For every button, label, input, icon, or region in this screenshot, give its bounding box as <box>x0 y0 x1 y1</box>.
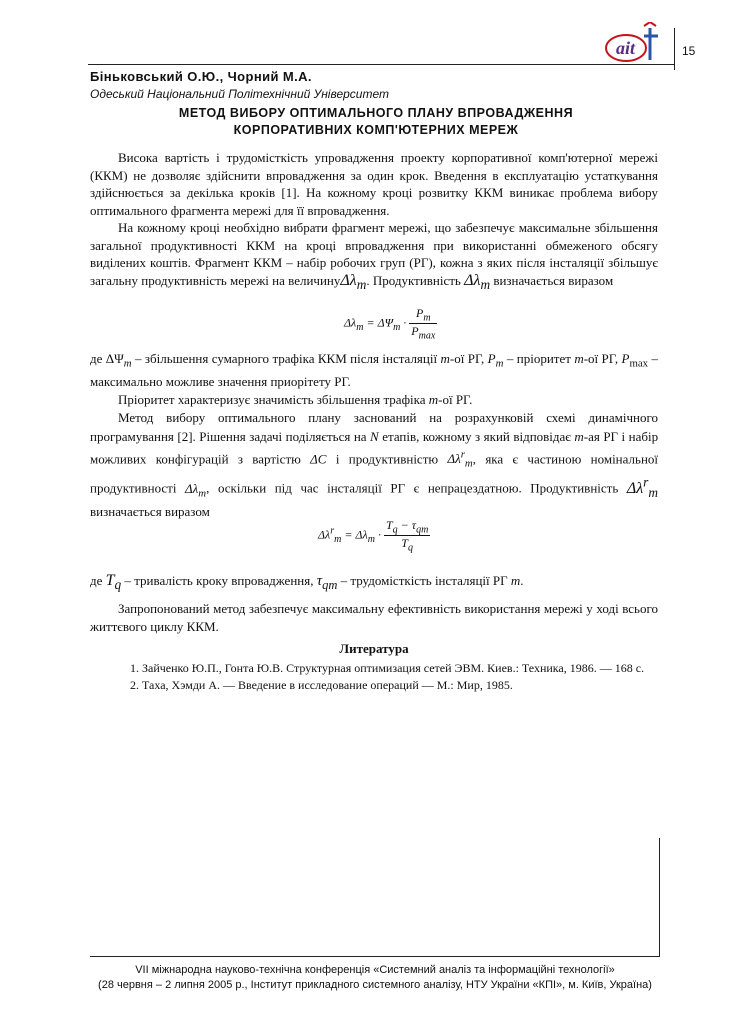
authors: Біньковський О.Ю., Чорний М.А. <box>90 69 312 84</box>
header-divider <box>674 28 675 70</box>
reference-item: 1. Зайченко Ю.П., Гонта Ю.В. Структурная оптимизация сетей ЭВМ. Киев.: Техника, 1986. — 168 с. <box>130 661 645 675</box>
formula-1-fraction: $\frac{P_m}{P_{max}}$ <box>411 306 436 342</box>
where-clause-2-text: де $T_q$ – тривалість кроку впровадження, $\tau_{qm}$ – трудомісткість інсталяції РГ m. <box>90 572 524 593</box>
literature-heading: Литература <box>339 641 409 656</box>
paragraph-4-text: Запропонований метод забезпечує максимальну ефективність використання мережі у ході всього життєвого циклу ККМ. <box>90 601 658 634</box>
formula-2-fraction: $\frac{T_q - \tau_{qm}}{T_q}$ <box>385 518 429 554</box>
paragraph-2-text: На кожному кроці необхідно вибрати фрагмент мережі, що забезпечує максимальне збільшення загальної продуктивності ККМ на кроці впровадження при використанні обмеженого обсягу виділених коштів. Фрагмент ККМ – набір робочих груп (РГ), кожна з яких після інсталяції збільшує загальну продуктивність мережі на величинуΔλ$_m$. Продуктивність $\Delta\lambda_m$ визначається виразом <box>90 220 658 292</box>
paragraph-2 <box>90 219 658 293</box>
formula-1: $\Delta\lambda_m = \Delta\Psi_m$ · $\frac{P_m}{P_{max}}$ <box>344 306 436 342</box>
where-clause-2 <box>90 572 658 595</box>
paragraph-1-text: Висока вартість і трудомісткість упровадження проекту корпоративної комп'ютерної мережі (ККМ) не дозволяє здійснити впровадження за один крок. Введення в експлуатацію устаткування здійснюється за декілька кроків [1]. На кожному кроці розвитку ККМ виникає проблема вибору оптимального фрагмента мережі для її впровадження. <box>90 150 658 218</box>
title-line-1: МЕТОД ВИБОРУ ОПТИМАЛЬНОГО ПЛАНУ ВПРОВАДЖЕННЯ <box>178 106 574 120</box>
footer-rule <box>90 956 660 957</box>
paragraph-1 <box>90 149 658 219</box>
priority-text: Пріоритет характеризує значимість збільшення трафіка m-ої РГ. <box>118 391 473 407</box>
where-clause-1-text: де $\Delta\Psi_m$ – збільшення сумарного трафіка ККМ після інсталяції m-ої РГ, $P_m$ – пріоритет m-ої РГ, $P_{max}$ – максимально можливе значення приорітету РГ. <box>90 351 659 390</box>
affiliation: Одеський Національний Політехнічний Університет <box>90 87 390 101</box>
paragraph-3 <box>90 409 658 521</box>
conference-footer <box>90 963 660 993</box>
paragraph-4 <box>90 600 658 635</box>
logo-text: ait <box>616 38 636 58</box>
where-clause-1 <box>90 350 658 408</box>
paragraph-3-text: Метод вибору оптимального плану заснований на розрахунковій схемі динамічного програмування [2]. Рішення задачі поділяється на N етапів, кожному з який відповідає m-ая РГ і набір можливих конфігурацій з вартістю ΔC і продуктивністю $\Delta\lambda^r_m$, яка є частиною номінальної продуктивності $\Delta\lambda_m$, оскільки під час інсталяції РГ є непрацездатною. Продуктивність $\Delta\lambda^r_m$ визначається виразом <box>90 410 659 519</box>
footer-line-2: (28 червня – 2 липня 2005 р., Інститут прикладного системного аналізу, НТУ України «КПІ», м. Київ, Україна) <box>98 979 652 991</box>
reference-list <box>130 660 670 694</box>
title-line-2: КОРПОРАТИВНИХ КОМП'ЮТЕРНИХ МЕРЕЖ <box>233 123 519 137</box>
page-number: 15 <box>682 44 696 58</box>
footer-divider <box>659 838 660 956</box>
footer-line-1: VII міжнародна науково-технічна конференція «Системний аналіз та інформаційні технології» <box>135 964 615 976</box>
conference-logo <box>604 22 666 66</box>
formula-2: $\Delta\lambda^r_m = \Delta\lambda_m$ · $\frac{T_q - \tau_{qm}}{T_q}$ <box>318 518 429 554</box>
delta-lambda-symbol: $\Delta\lambda_m$ <box>464 271 491 292</box>
paper-title <box>96 105 656 139</box>
reference-item: 2. Таха, Хэмди А. — Введение в исследование операций — М.: Мир, 1985. <box>130 678 513 692</box>
delta-lambda-symbol: $\Delta\lambda_m$ <box>340 271 367 292</box>
header-rule <box>88 64 674 65</box>
